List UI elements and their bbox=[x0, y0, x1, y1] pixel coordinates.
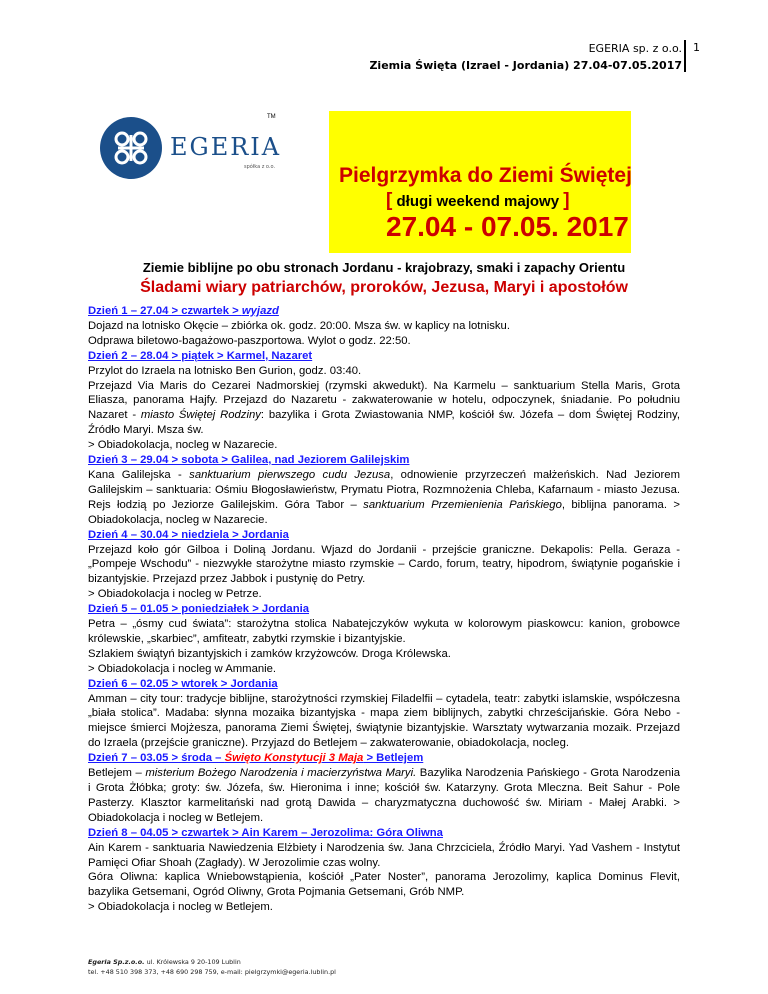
footer-contact: tel. +48 510 398 373, +48 690 298 759, e-mail: pielgrzymki@egeria.lublin.pl bbox=[88, 968, 336, 976]
day-1 bbox=[88, 304, 680, 349]
logo-tm: TM bbox=[267, 114, 276, 120]
day-text: Odprawa biletowo-bagażowo-paszportowa. Wylot o godz. 22:50. bbox=[88, 334, 411, 347]
bracket-close: ] bbox=[563, 190, 570, 211]
day-text bbox=[88, 468, 680, 528]
day-text bbox=[88, 766, 680, 826]
day-6 bbox=[88, 677, 680, 752]
text-run: Kana Galilejska - bbox=[88, 468, 190, 481]
day-text: > Obiadokolacja i nocleg w Petrze. bbox=[88, 588, 262, 601]
day-heading: Dzień 8 – 04.05 > czwartek > Ain Karem – Jerozolima: Góra Oliwna bbox=[88, 826, 443, 839]
day-heading: Dzień 2 – 28.04 > piątek > Karmel, Nazaret bbox=[88, 349, 313, 362]
day-7 bbox=[88, 751, 680, 826]
text-italic: miasto Świętej Rodziny bbox=[140, 409, 261, 422]
day-text: Góra Oliwna: kaplica Wniebowstąpienia, kościół „Pater Noster”, panorama Jerozolimy, kaplica Dominus Flevit, bazylika Getsemani, Ogród Oliwny, Grota Pojmania Getsemani, Grób NMP. bbox=[88, 871, 680, 899]
day-heading: Dzień 3 – 29.04 > sobota > Galilea, nad Jeziorem Galilejskim bbox=[88, 454, 410, 467]
day-text: Szlakiem świątyń bizantyjskich i zamków krzyżowców. Droga Królewska. bbox=[88, 647, 451, 660]
day-heading: Dzień 4 – 30.04 > niedziela > Jordania bbox=[88, 528, 289, 541]
page-number: 1 bbox=[693, 41, 700, 54]
day-heading bbox=[88, 751, 680, 766]
day-heading-text: Dzień 7 – 03.05 > środa – bbox=[88, 752, 225, 765]
egeria-logo bbox=[98, 115, 288, 181]
title-subtitle-line bbox=[386, 190, 570, 212]
text-italic: misterium Bożego Narodzenia i macierzyństwa Maryi. bbox=[145, 767, 417, 780]
day-text: Przejazd koło gór Gilboa i Doliną Jordanu. Wjazd do Jordanii - przejście graniczne. Dekapolis: Pella. Geraza - „Pompeje Wschodu” - niezwykłe starożytne miasto rzymskie – Cardo, forum, teatry, hipodrom, świątynie pogańskie i bizantyjskie. Przejazd przez Jabbok i pustynię do Petry. bbox=[88, 543, 680, 586]
day-8 bbox=[88, 826, 680, 915]
text-run: , biblijna panorama. > Obiadokolacja, nocleg w Nazarecie. bbox=[88, 498, 680, 526]
day-5 bbox=[88, 602, 680, 677]
header-divider bbox=[684, 40, 686, 72]
footer-address: ul. Królewska 9 20-109 Lublin bbox=[144, 958, 241, 966]
header-trip: Ziemia Święta (Izrael - Jordania) 27.04-07.05.2017 bbox=[369, 59, 682, 72]
logo-tagline: spółka z o.o. bbox=[244, 164, 276, 170]
day-3 bbox=[88, 453, 680, 528]
text-run: , odnowienie przyrzeczeń małżeńskich. Nad Jeziorem Galilejskim – sanktuaria: Ośmiu Błogosławieństw, Prymatu Piotra, Rozmnożenia Chleba, Kafarnaum - miasto Jezusa. Rejs łodzią po Jeziorze Galilejskim. Góra Tabor – bbox=[88, 468, 680, 511]
text-run: : bazylika i Grota Zwiastowania NMP, kościół św. Józefa – dom Świętej Rodziny, Źródło Maryi. Msza św. bbox=[88, 409, 680, 437]
text-italic: sanktuarium Przemienienia Pańskiego bbox=[363, 498, 562, 511]
footer-company: Egeria Sp.z.o.o. bbox=[88, 958, 145, 966]
day-text: Petra – „ósmy cud świata”: starożytna stolica Nabatejczyków wykuta w kolorowym piaskowcu: kanion, grobowce królewskie, „skarbiec”, amfiteatr, zabytki rzymskie i bizantyjskie. bbox=[88, 618, 680, 645]
text-run: Przejazd Via Maris do Cezarei Nadmorskiej (rzymski akwedukt). Na Karmelu – sanktuarium Stella Maris, Grota Eliasza, panorama Hajfy. Przejazd do Nazaretu - zakwaterowanie w hotelu, odpoczynek, śniadanie. Po południu Nazaret - bbox=[88, 379, 680, 422]
day-heading-emph: wyjazd bbox=[241, 305, 279, 317]
day-text: Dojazd na lotnisko Okęcie – zbiórka ok. godz. 20:00. Msza św. w kaplicy na lotnisku. bbox=[88, 319, 510, 332]
day-heading: Dzień 5 – 01.05 > poniedziałek > Jordania bbox=[88, 603, 310, 616]
page-title: Pielgrzymka do Ziemi Świętej bbox=[339, 164, 632, 187]
day-text: > Obiadokolacja i nocleg w Ammanie. bbox=[88, 662, 277, 675]
day-text: Przylot do Izraela na lotnisko Ben Gurion, godz. 03:40. bbox=[88, 364, 362, 377]
day-heading-text: > Betlejem bbox=[363, 752, 424, 765]
day-4 bbox=[88, 528, 680, 603]
holiday-label: Święto Konstytucji 3 Maja bbox=[224, 752, 364, 765]
logo-name: EGERIA bbox=[170, 133, 282, 161]
day-heading-text: Dzień 1 – 27.04 > czwartek > bbox=[88, 305, 242, 317]
day-2 bbox=[88, 349, 680, 453]
itinerary bbox=[88, 304, 680, 915]
tagline-primary: Ziemie biblijne po obu stronach Jordanu - krajobrazy, smaki i zapachy Orientu bbox=[142, 260, 626, 275]
text-run: Bazylika Narodzenia Pańskiego - Grota Narodzenia i Grota Żłóbka; groty: św. Józefa, św. Hieronima i inne; kościół św. Katarzyny. Grota Mleczna. Beit Sahur - Pole Pasterzy. Klasztor karmelitański nad grotą Dawida – charyzmatyczna duchowość św. Miriam - Małej Arabki. > Obiadokolacja i nocleg w Betlejem. bbox=[88, 767, 680, 824]
header-company: EGERIA sp. z o.o. bbox=[588, 42, 682, 55]
day-heading: Dzień 6 – 02.05 > wtorek > Jordania bbox=[88, 677, 278, 690]
day-heading bbox=[88, 304, 680, 319]
text-run: Betlejem – bbox=[88, 767, 146, 780]
day-text: > Obiadokolacja, nocleg w Nazarecie. bbox=[88, 439, 278, 452]
day-text: Amman – city tour: tradycje biblijne, starożytności rzymskiej Filadelfii – cytadela, teatr: zabytki islamskie, współczesna „biała stolica”. Madaba: słynna mozaika bizantyjska - mapa ziem biblijnych, zabytki chrześcijańskie. Góra Nebo - miejsce śmierci Mojżesza, panorama Ziemi Świętej, świątynie bizantyjskie. Warsztaty wytwarzania mozaik. Przejazd do Izraela (przejście graniczne). Przyjazd do Betlejem – zakwaterowanie, obiadokolacja, nocleg. bbox=[88, 692, 680, 750]
title-dates: 27.04 - 07.05. 2017 bbox=[386, 211, 629, 242]
day-text bbox=[88, 379, 680, 439]
footer-address-line bbox=[88, 957, 336, 967]
page-header bbox=[369, 40, 682, 74]
title-subtitle: długi weekend majowy bbox=[396, 193, 560, 210]
tagline-secondary: Śladami wiary patriarchów, proroków, Jezusa, Maryi i apostołów bbox=[140, 279, 628, 296]
day-text: Ain Karem - sanktuaria Nawiedzenia Elżbiety i Narodzenia św. Jana Chrzciciela, Źródło Maryi. Yad Vashem - Instytut Pamięci Ofiar Shoah (Zagłady). W Jerozolimie czas wolny. bbox=[88, 841, 680, 869]
text-italic: sanktuarium pierwszego cudu Jezusa bbox=[189, 468, 391, 481]
bracket-open: [ bbox=[386, 190, 393, 211]
day-text: > Obiadokolacja i nocleg w Betlejem. bbox=[88, 901, 273, 914]
page-footer bbox=[88, 957, 336, 977]
